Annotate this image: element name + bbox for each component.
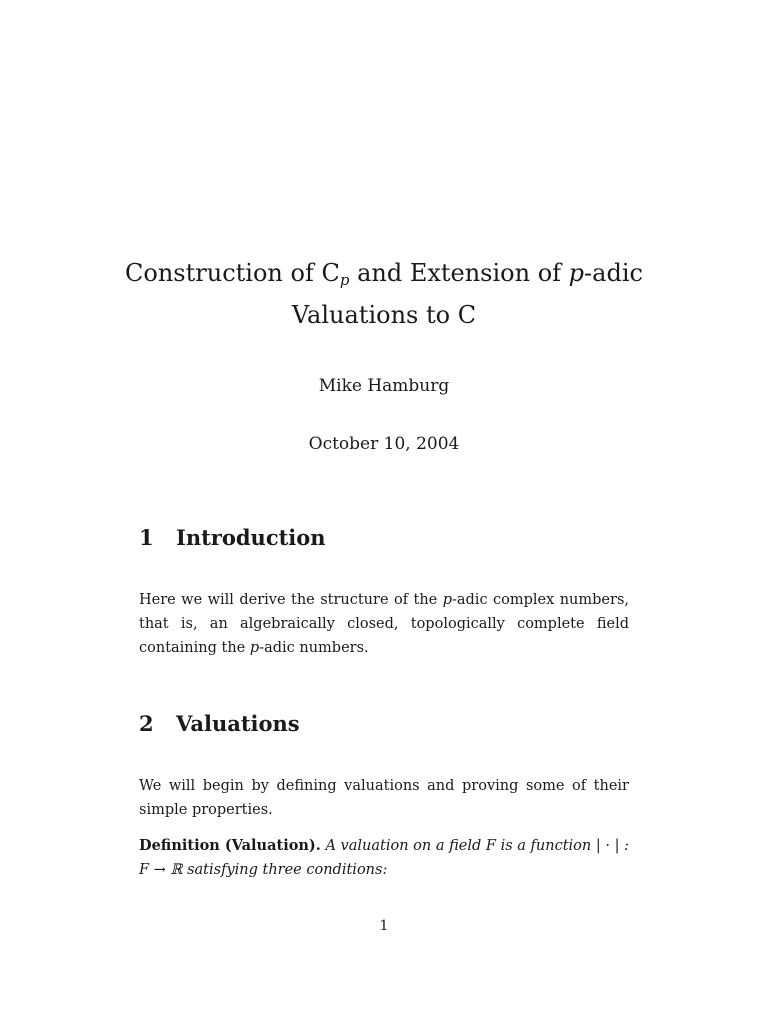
author: Mike Hamburg <box>318 376 450 396</box>
title-text: -adic <box>584 259 643 287</box>
intro-paragraph: Here we will derive the structure of the p-adic complex numbers, that is, an algebraically closed, topologically complete field containing the p-adic numbers. <box>139 592 629 656</box>
p-symbol: p <box>568 259 585 287</box>
section-number: 2 <box>139 711 154 736</box>
section-heading-introduction <box>139 525 326 550</box>
section-title: Valuations <box>176 711 300 736</box>
valuations-paragraph: We will begin by defining valuations and proving some of their simple properties. <box>139 778 629 818</box>
section-title: Introduction <box>176 525 326 550</box>
title-line-1 <box>0 252 768 294</box>
cp-symbol: $C_p$ <box>321 259 350 289</box>
title-text: Construction of <box>125 259 322 287</box>
title-line-2 <box>0 294 768 336</box>
definition-label: Definition (Valuation). <box>139 837 321 854</box>
title-text: and Extension of <box>349 259 569 287</box>
date: October 10, 2004 <box>308 434 460 454</box>
definition-text: A valuation on a field F is a function | · | : F → ℝ satisfying three conditions: <box>139 838 629 878</box>
section-heading-valuations <box>139 711 300 736</box>
definition-valuation <box>139 834 629 882</box>
title-text: Valuations to <box>291 301 458 329</box>
page-number: 1 <box>379 918 389 934</box>
paper-title <box>0 252 768 336</box>
section-number: 1 <box>139 525 154 550</box>
c-symbol: C <box>457 301 477 329</box>
